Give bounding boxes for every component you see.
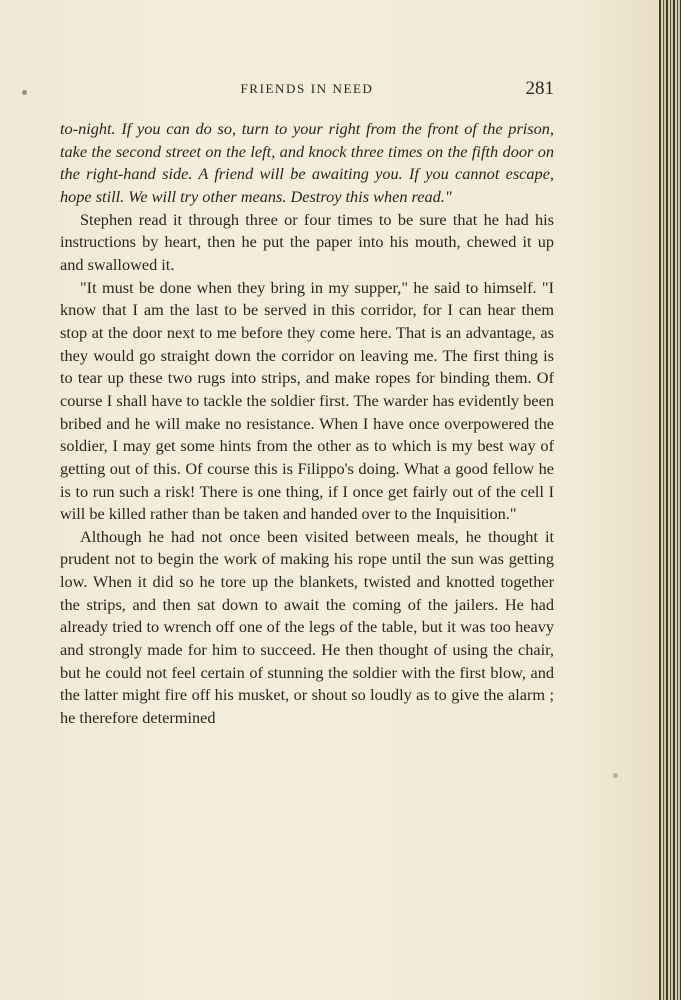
letter-paragraph: to-night. If you can do so, turn to your right from the front of the prison, take the second street on the left, and knock three times on the fifth door on the right-hand side. A friend will be awaiting you. If you cannot escape, hope still. We will try other means. Destroy this when read." <box>60 119 554 206</box>
paragraph: Stephen read it through three or four times to be sure that he had his instructions by heart, then he put the paper into his mouth, chewed it up and swallowed it. <box>60 209 554 274</box>
page-speck <box>22 90 27 95</box>
paragraph: Although he had not once been visited between meals, he thought it prudent not to begin the work of making his rope until the sun was getting low. When it did so he tore up the blankets, twisted and knotted together the strips, and then sat down to await the coming of the jailers. He had already tried to wrench off one of the legs of the table, but it was too heavy and strongly made for him to succeed. He then thought of using the chair, but he could not feel certain of stunning the soldier with the first blow, and the latter might fire off his musket, or shout so loudly as to give the alarm ; he therefore determined <box>60 526 554 728</box>
paragraph: "It must be done when they bring in my supper," he said to himself. "I know that I am the last to be served in this corridor, for I can hear them stop at the door next to me before they come here. That is an advantage, as they would go straight down the corridor on leaving me. The first thing is to tear up these two rugs into strips, and make ropes for binding them. Of course I shall have to tackle the soldier first. The warder has evidently been bribed and he will make no resistance. When I have once overpowered the soldier, I may get some hints from the other as to which is my best way of getting out of this. Of course this is Filippo's doing. What a good fellow he is to run such a risk! There is one thing, if I once get fairly out of the cell I will be killed rather than be taken and handed over to the Inquisition." <box>60 277 554 524</box>
running-head <box>60 78 554 102</box>
page-number: 281 <box>525 78 554 99</box>
book-binding-edge <box>659 0 681 1000</box>
running-title: FRIENDS IN NEED <box>240 81 374 96</box>
page-speck <box>613 773 618 778</box>
body-text <box>60 118 554 730</box>
